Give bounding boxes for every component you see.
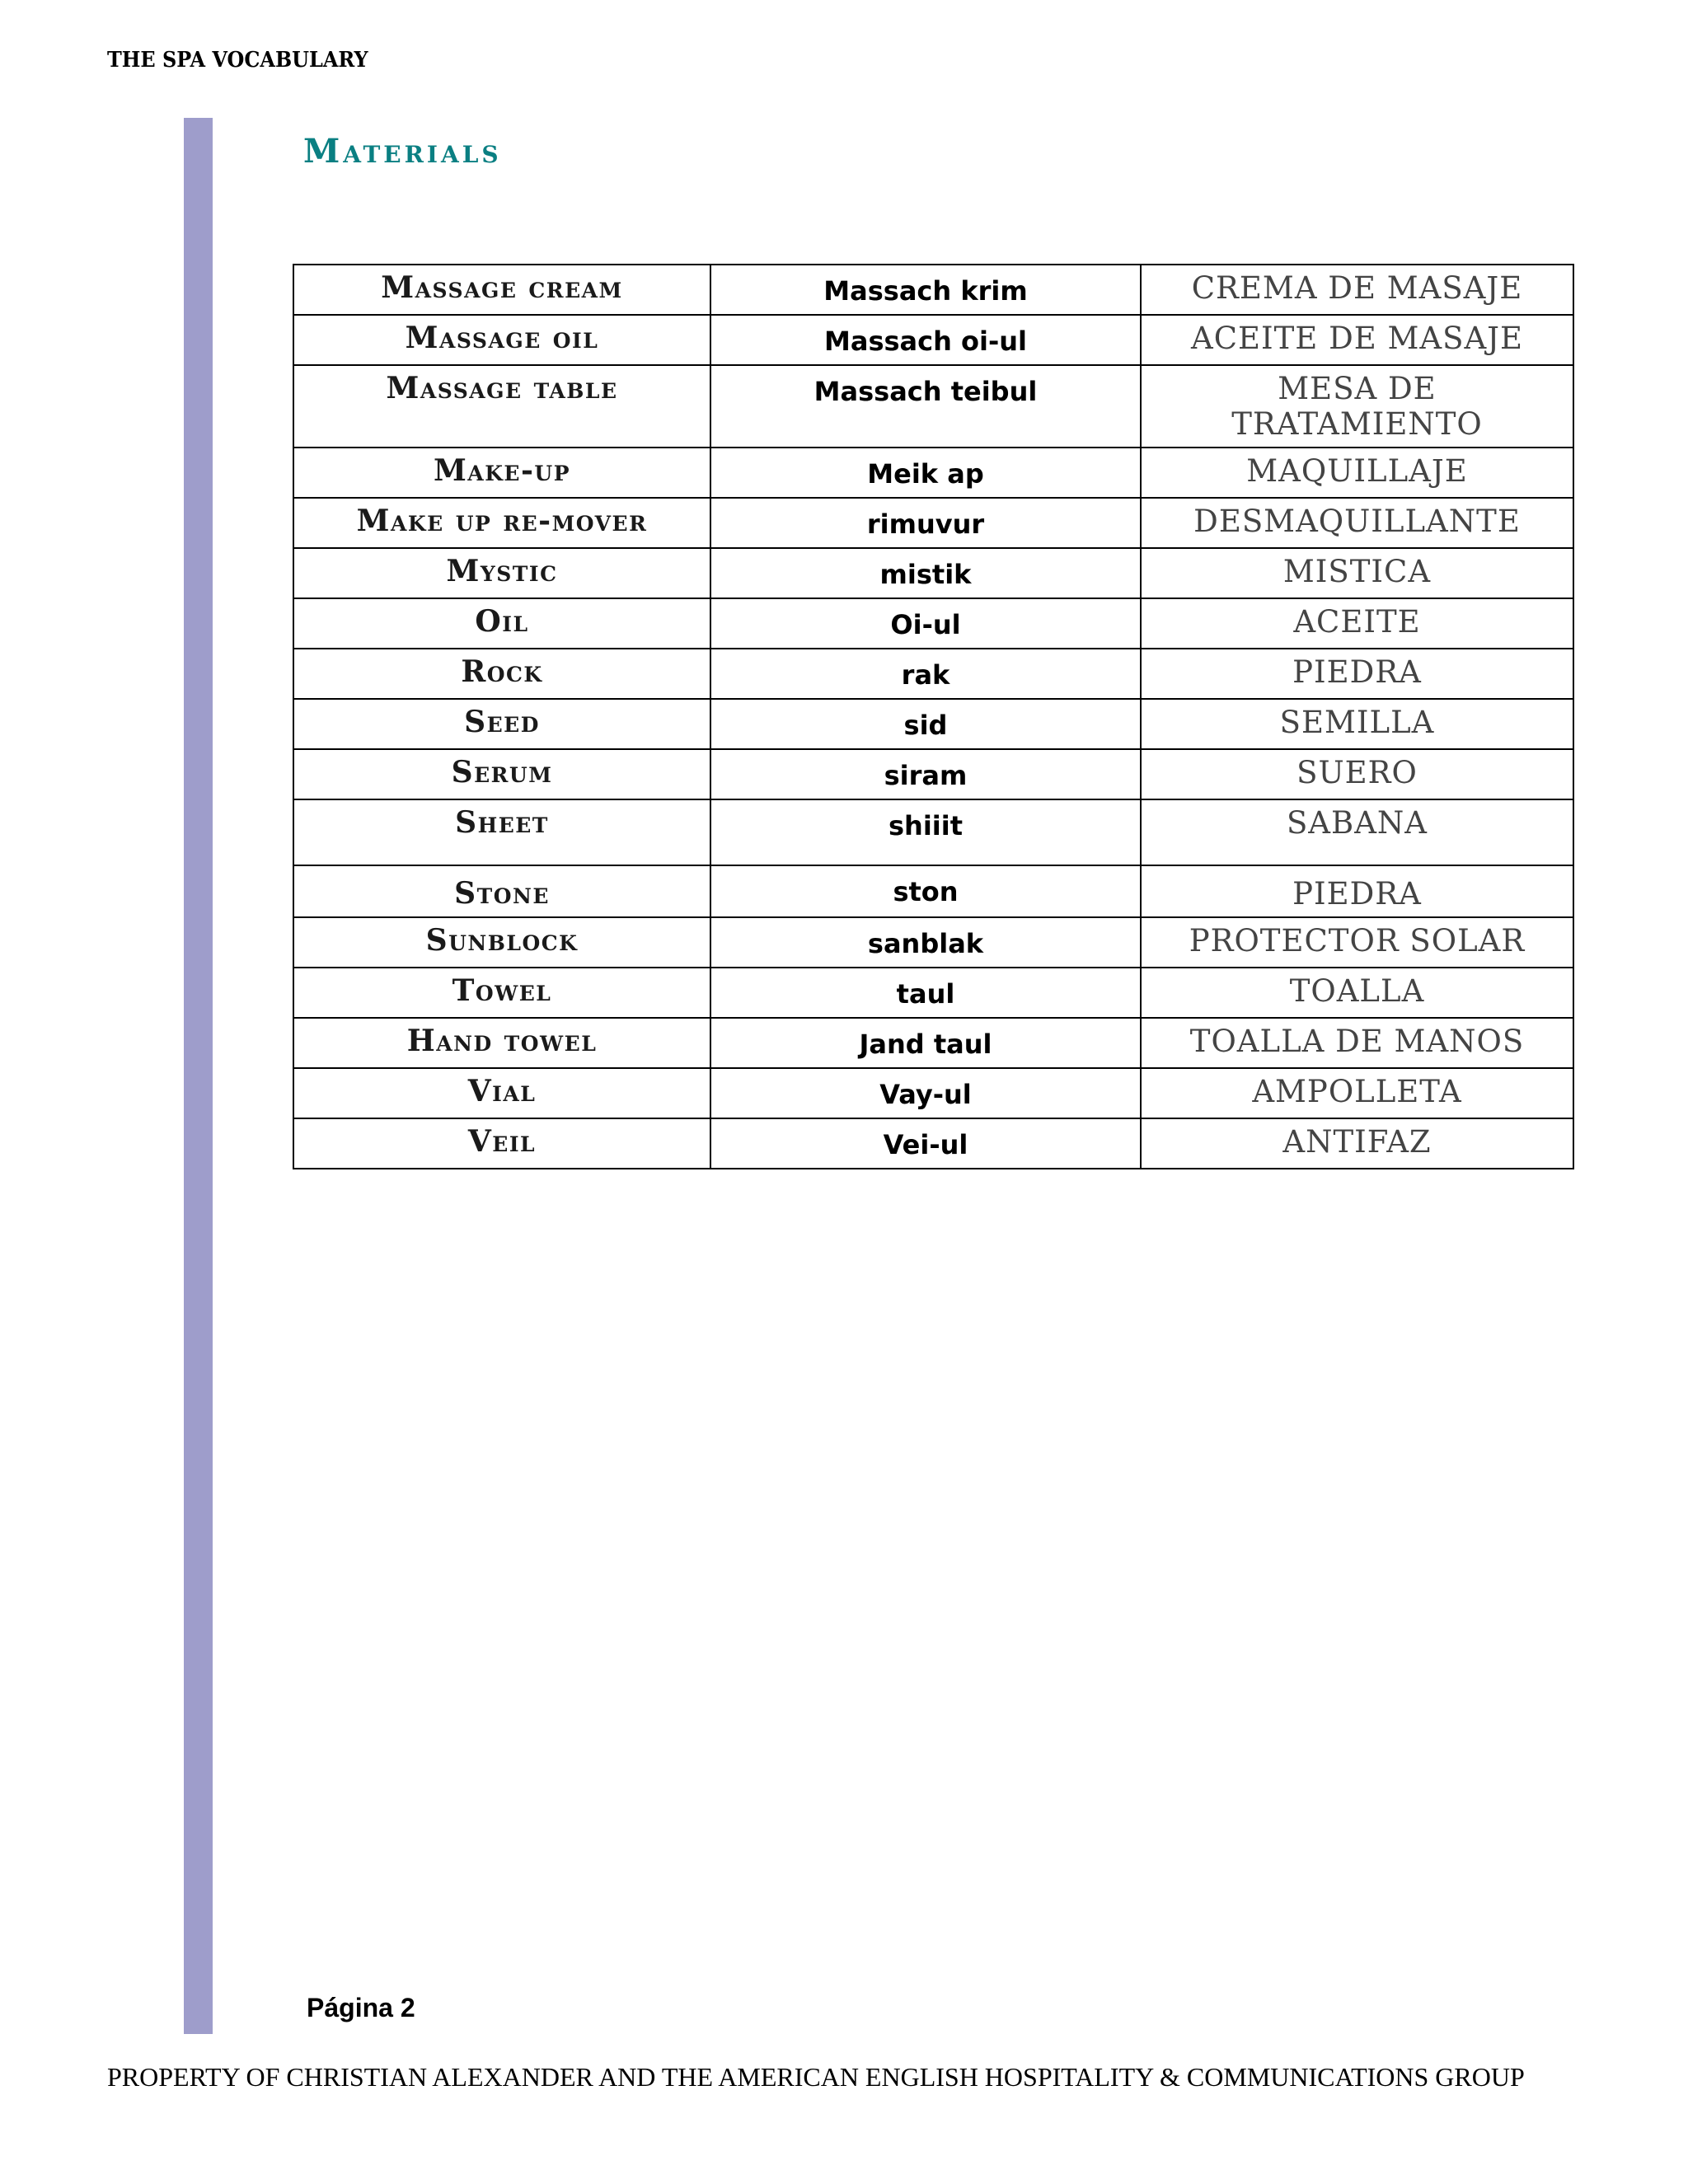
english-term: Seed — [293, 699, 710, 749]
table-row — [293, 315, 1573, 365]
pronunciation: rimuvur — [710, 498, 1141, 548]
pronunciation: Vei-ul — [710, 1118, 1141, 1169]
pronunciation: Massach oi-ul — [710, 315, 1141, 365]
pronunciation: Massach teibul — [710, 365, 1141, 448]
section-title: Materials — [303, 132, 502, 171]
english-term: Towel — [293, 968, 710, 1018]
table-row — [293, 598, 1573, 649]
spanish-term: TOALLA DE MANOS — [1141, 1018, 1573, 1068]
table-row — [293, 699, 1573, 749]
pronunciation: Vay-ul — [710, 1068, 1141, 1118]
spanish-term: CREMA DE MASAJE — [1141, 265, 1573, 315]
pronunciation: mistik — [710, 548, 1141, 598]
pronunciation: sanblak — [710, 917, 1141, 968]
spanish-term: MAQUILLAJE — [1141, 448, 1573, 498]
spanish-term: SUERO — [1141, 749, 1573, 799]
pronunciation: taul — [710, 968, 1141, 1018]
decorative-side-bar — [184, 118, 213, 2034]
table-row — [293, 548, 1573, 598]
english-term: Make up re-mover — [293, 498, 710, 548]
english-term: Rock — [293, 649, 710, 699]
document-header-title: THE SPA VOCABULARY — [107, 48, 368, 73]
table-row — [293, 448, 1573, 498]
english-term: Mystic — [293, 548, 710, 598]
spanish-term: SABANA — [1141, 799, 1573, 865]
table-row — [293, 968, 1573, 1018]
english-term: Sunblock — [293, 917, 710, 968]
spanish-term: AMPOLLETA — [1141, 1068, 1573, 1118]
spanish-term: DESMAQUILLANTE — [1141, 498, 1573, 548]
english-term: Stone — [293, 865, 710, 917]
spanish-term: PROTECTOR SOLAR — [1141, 917, 1573, 968]
spanish-term: MESA DE TRATAMIENTO — [1141, 365, 1573, 448]
table-row — [293, 498, 1573, 548]
english-term: Sheet — [293, 799, 710, 865]
english-term: Massage oil — [293, 315, 710, 365]
pronunciation: Jand taul — [710, 1018, 1141, 1068]
spanish-term: ACEITE — [1141, 598, 1573, 649]
pronunciation: ston — [710, 865, 1141, 917]
pronunciation: siram — [710, 749, 1141, 799]
spanish-term: TOALLA — [1141, 968, 1573, 1018]
pronunciation: shiiit — [710, 799, 1141, 865]
table-row — [293, 649, 1573, 699]
english-term: Veil — [293, 1118, 710, 1169]
table-row — [293, 749, 1573, 799]
spanish-term: MISTICA — [1141, 548, 1573, 598]
table-row — [293, 1018, 1573, 1068]
english-term: Serum — [293, 749, 710, 799]
footer-copyright: PROPERTY OF CHRISTIAN ALEXANDER AND THE AMERICAN ENGLISH HOSPITALITY & COMMUNICATIONS GROUP — [107, 2062, 1525, 2092]
pronunciation: Meik ap — [710, 448, 1141, 498]
spanish-term: ANTIFAZ — [1141, 1118, 1573, 1169]
english-term: Massage table — [293, 365, 710, 448]
spanish-term: PIEDRA — [1141, 649, 1573, 699]
vocabulary-table — [293, 264, 1574, 1169]
pronunciation: Massach krim — [710, 265, 1141, 315]
spanish-term: PIEDRA — [1141, 865, 1573, 917]
table-row — [293, 265, 1573, 315]
table-row — [293, 917, 1573, 968]
english-term: Hand towel — [293, 1018, 710, 1068]
table-row — [293, 865, 1573, 917]
table-row — [293, 365, 1573, 448]
spanish-term: SEMILLA — [1141, 699, 1573, 749]
pronunciation: sid — [710, 699, 1141, 749]
english-term: Make-up — [293, 448, 710, 498]
english-term: Oil — [293, 598, 710, 649]
english-term: Vial — [293, 1068, 710, 1118]
english-term: Massage cream — [293, 265, 710, 315]
page-number: Página 2 — [307, 1993, 415, 2022]
table-row — [293, 799, 1573, 865]
spanish-term: ACEITE DE MASAJE — [1141, 315, 1573, 365]
pronunciation: Oi-ul — [710, 598, 1141, 649]
pronunciation: rak — [710, 649, 1141, 699]
table-row — [293, 1068, 1573, 1118]
table-row — [293, 1118, 1573, 1169]
